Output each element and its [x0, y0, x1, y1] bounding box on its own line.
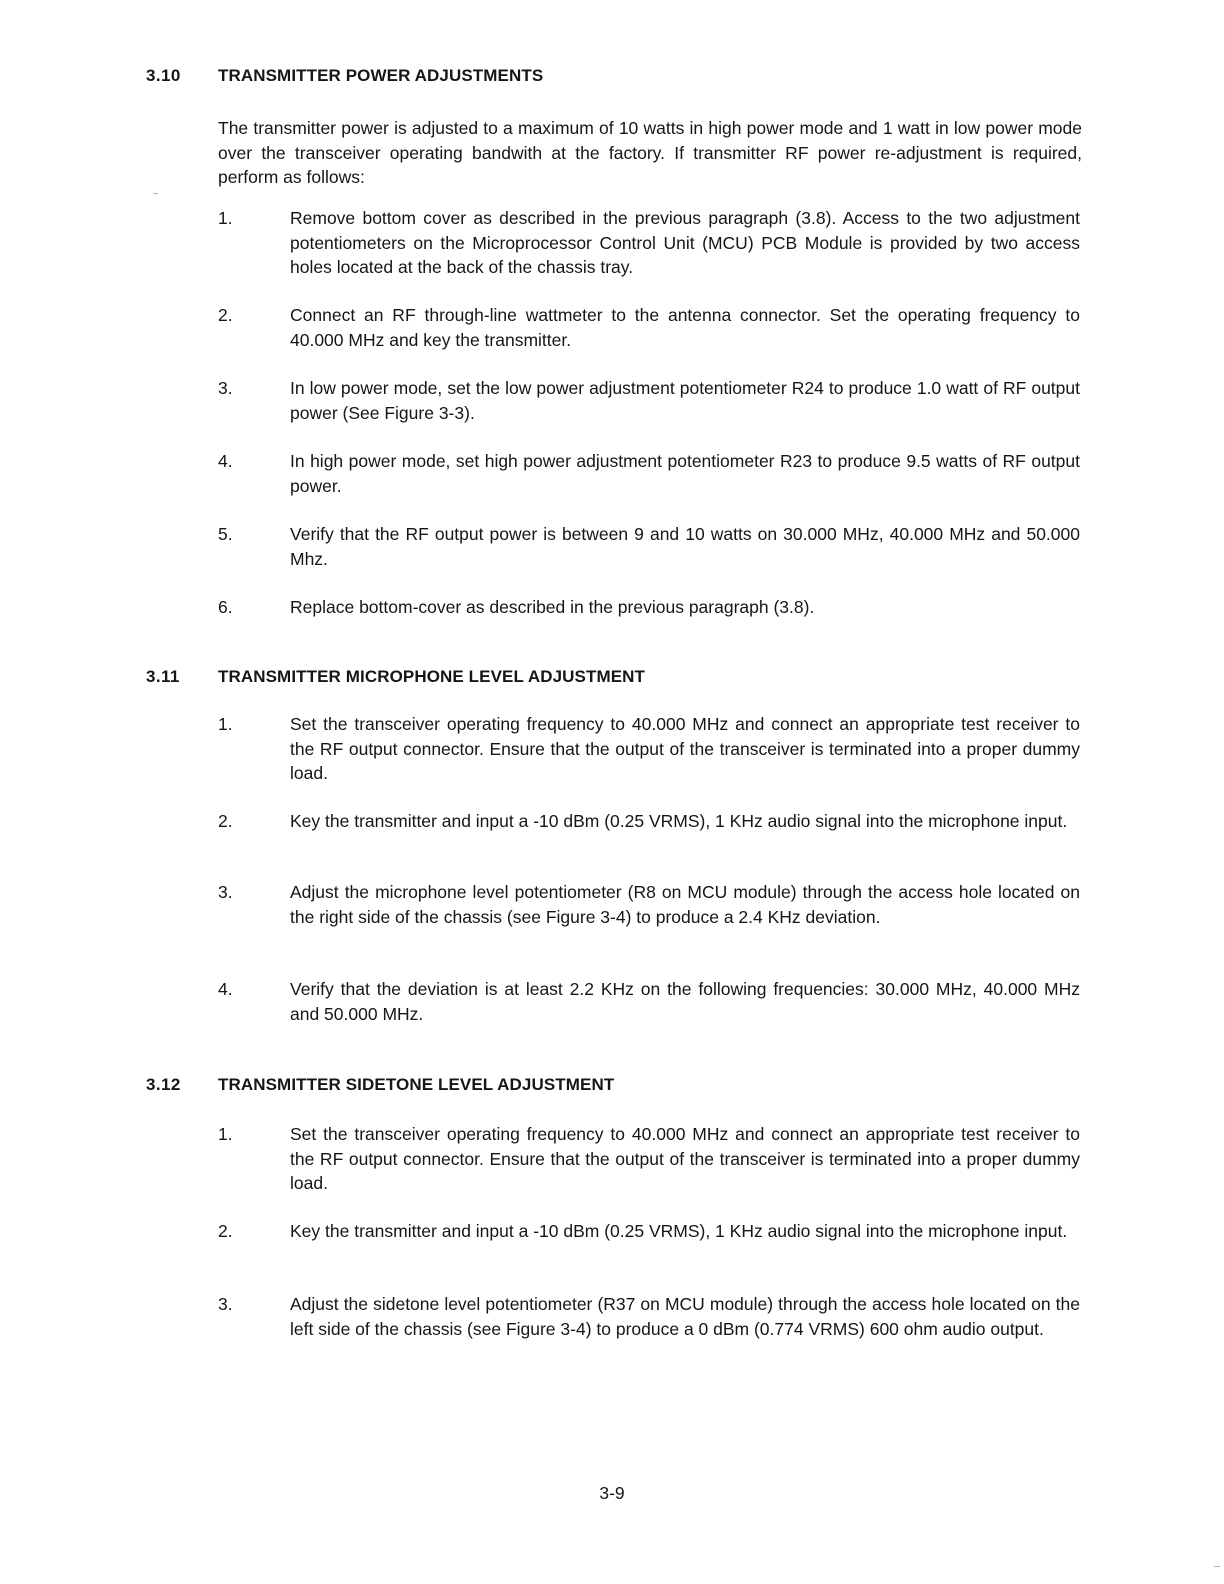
section-title: TRANSMITTER MICROPHONE LEVEL ADJUSTMENT [218, 667, 646, 686]
step-text: Connect an RF through-line wattmeter to the antenna connector. Set the operating frequency to 40.000 MHz and key the transmitter. [290, 305, 1080, 350]
step-text: Replace bottom-cover as described in the previous paragraph (3.8). [290, 597, 815, 617]
section-heading [0, 66, 1100, 96]
step-text: Set the transceiver operating frequency to 40.000 MHz and connect an appropriate test receiver to the RF output connector. Ensure that the output of the transceiver is terminated into a proper dummy load. [290, 1124, 1080, 1193]
section-heading [0, 667, 1100, 697]
step-text: Key the transmitter and input a -10 dBm (0.25 VRMS), 1 KHz audio signal into the microphone input. [290, 1221, 1068, 1241]
section-number: 3.12 [146, 1075, 181, 1094]
step-text: Adjust the sidetone level potentiometer (R37 on MCU module) through the access hole located on the left side of the chassis (see Figure 3-4) to produce a 0 dBm (0.774 VRMS) 600 ohm audio output. [290, 1294, 1080, 1339]
step-text: Verify that the deviation is at least 2.2 KHz on the following frequencies: 30.000 MHz, 40.000 MHz and 50.000 MHz. [290, 979, 1080, 1024]
section-number: 3.11 [146, 667, 180, 686]
step-text: Remove bottom cover as described in the previous paragraph (3.8). Access to the two adjustment potentiometers on the Microprocessor Control Unit (MCU) PCB Module is provided by two access holes located at the back of the chassis tray. [290, 208, 1080, 277]
step-number: 2. [218, 305, 233, 325]
step-number: 2. [218, 811, 233, 831]
step-text: In low power mode, set the low power adjustment potentiometer R24 to produce 1.0 watt of RF output power (See Figure 3-3). [290, 378, 1080, 423]
step-number: 4. [218, 979, 233, 999]
step-text: In high power mode, set high power adjustment potentiometer R23 to produce 9.5 watts of RF output power. [290, 451, 1080, 496]
scan-mark [1214, 1566, 1220, 1567]
step-text: Key the transmitter and input a -10 dBm (0.25 VRMS), 1 KHz audio signal into the microphone input. [290, 811, 1068, 831]
step-number: 1. [218, 208, 233, 228]
step-number: 3. [218, 882, 233, 902]
step-number: 2. [218, 1221, 233, 1241]
section-heading [0, 1075, 1100, 1105]
step-number: 3. [218, 1294, 233, 1314]
section-title: TRANSMITTER POWER ADJUSTMENTS [218, 66, 544, 85]
step-number: 1. [218, 1124, 233, 1144]
step-number: 3. [218, 378, 233, 398]
section-title: TRANSMITTER SIDETONE LEVEL ADJUSTMENT [218, 1075, 615, 1094]
page-number: 3-9 [599, 1483, 625, 1503]
section-intro-paragraph: The transmitter power is adjusted to a maximum of 10 watts in high power mode and 1 watt in low power mode over the transceiver operating bandwith at the factory. If transmitter RF power re-adjustment is required, perform as follows: [218, 118, 1082, 187]
step-text: Set the transceiver operating frequency to 40.000 MHz and connect an appropriate test receiver to the RF output connector. Ensure that the output of the transceiver is terminated into a proper dummy load. [290, 714, 1080, 783]
step-number: 6. [218, 597, 233, 617]
step-number: 5. [218, 524, 233, 544]
step-number: 1. [218, 714, 233, 734]
step-text: Verify that the RF output power is between 9 and 10 watts on 30.000 MHz, 40.000 MHz and 50.000 Mhz. [290, 524, 1080, 569]
section-number: 3.10 [146, 66, 181, 85]
step-number: 4. [218, 451, 233, 471]
step-text: Adjust the microphone level potentiometer (R8 on MCU module) through the access hole located on the right side of the chassis (see Figure 3-4) to produce a 2.4 KHz deviation. [290, 882, 1080, 927]
scan-mark [153, 193, 158, 194]
